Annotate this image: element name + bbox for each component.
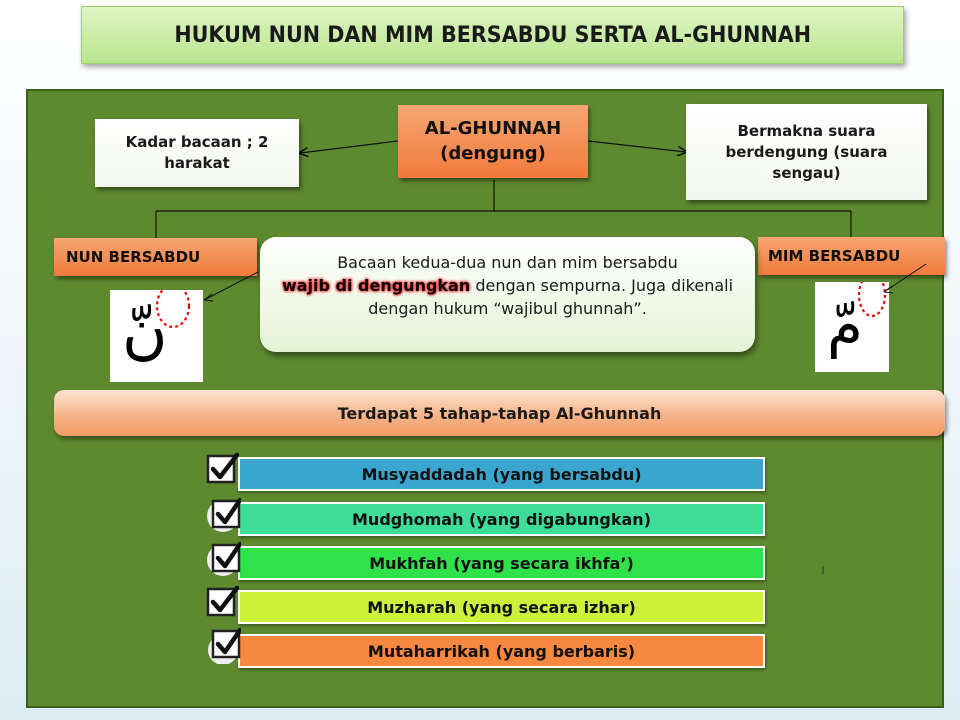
stage-row [238,590,765,624]
stage-label: Muzharah (yang secara izhar) [367,597,636,617]
al-ghunnah-subtitle: (dengung) [440,142,546,164]
page-title: HUKUM NUN DAN MIM BERSABDU SERTA AL-GHUNNAH [174,22,811,48]
stages-header-text: Terdapat 5 tahap-tahap Al-Ghunnah [337,403,662,423]
shaddah-highlight-circle [815,282,889,372]
checkbox-checked-icon [205,496,241,532]
stage-label: Mukhfah (yang secara ikhfa’) [369,553,634,573]
nun-letter: نّ [122,294,168,367]
stage-label: Musyaddadah (yang bersabdu) [361,464,642,484]
description-highlight: wajib di dengungkan [281,276,471,296]
stage-label: Mutaharrikah (yang berbaris) [367,641,636,661]
stage-row [238,457,765,491]
al-ghunnah-title: AL-GHUNNAH [424,118,562,140]
title-banner [81,6,904,64]
nun-letter-card [110,290,203,382]
checkbox-checked-icon [205,628,241,664]
checkbox-checked-icon [205,584,241,620]
al-ghunnah-node [398,105,588,178]
checkbox-checked-icon [205,540,241,576]
stage-label: Mudghomah (yang digabungkan) [352,509,651,529]
mim-bersabdu-text: MIM BERSABDU [768,247,901,265]
harakat-note-text: Kadar bacaan ; 2 harakat [125,133,269,172]
meaning-note-text: Bermakna suara berdengung (suara sengau) [725,121,888,182]
stage-row [238,634,765,668]
stages-header [54,390,945,436]
stage-row [238,546,765,580]
mim-letter-card [815,282,889,372]
shaddah-highlight-circle [110,290,203,382]
stage-row [238,502,765,536]
checkbox-checked-icon [205,451,241,487]
mim-letter: مّ [827,291,863,359]
description-text-1: Bacaan kedua-dua nun dan mim bersabdu [337,253,678,272]
nun-bersabdu-text: NUN BERSABDU [66,248,201,266]
harakat-note [95,119,299,187]
nun-pointer-arrow [200,270,260,310]
mim-pointer-arrow [880,262,930,302]
meaning-note [686,104,927,200]
description-text-2: dengan sempurna. Juga dikenali dengan hukum “wajibul ghunnah”. [368,276,734,319]
description-callout [260,237,755,352]
